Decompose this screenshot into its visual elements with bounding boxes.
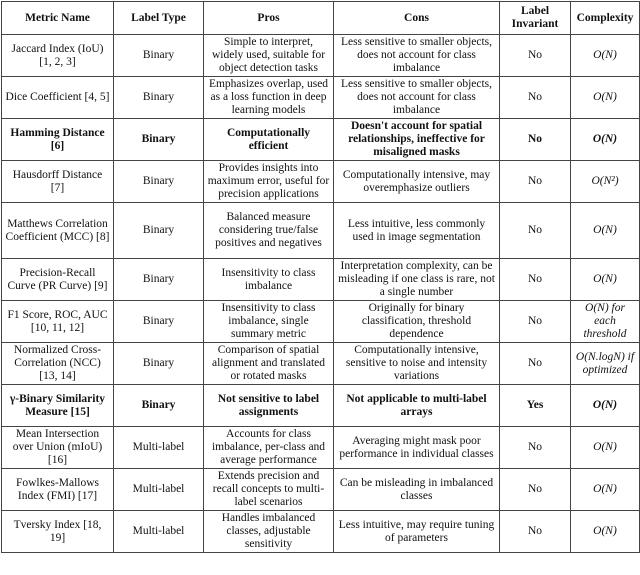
complexity-cell: O(N): [571, 77, 640, 119]
label-type-cell: Binary: [114, 119, 204, 161]
header-pros: Pros: [204, 2, 334, 35]
cons-cell: Computationally intensive, may overemphasize outliers: [334, 161, 500, 203]
header-row: [2, 2, 640, 35]
label-invariant-cell: No: [500, 77, 571, 119]
metric-name-cell: Hausdorff Distance [7]: [2, 161, 114, 203]
metrics-comparison-table: [1, 1, 640, 553]
cons-cell: Doesn't account for spatial relationships, ineffective for misaligned masks: [334, 119, 500, 161]
table-row: [2, 343, 640, 385]
pros-cell: Balanced measure considering true/false positives and negatives: [204, 203, 334, 259]
label-invariant-cell: No: [500, 203, 571, 259]
label-invariant-cell: No: [500, 343, 571, 385]
cons-cell: Averaging might mask poor performance in individual classes: [334, 427, 500, 469]
metric-name-cell: Mean Intersection over Union (mIoU) [16]: [2, 427, 114, 469]
metric-name-cell: Precision-Recall Curve (PR Curve) [9]: [2, 259, 114, 301]
metrics-table-container: [1, 1, 639, 553]
label-invariant-cell: No: [500, 427, 571, 469]
label-invariant-cell: No: [500, 35, 571, 77]
pros-cell: Accounts for class imbalance, per-class and average performance: [204, 427, 334, 469]
cons-cell: Less sensitive to smaller objects, does not account for class imbalance: [334, 77, 500, 119]
pros-cell: Not sensitive to label assignments: [204, 385, 334, 427]
pros-cell: Handles imbalanced classes, adjustable sensitivity: [204, 511, 334, 553]
label-type-cell: Multi-label: [114, 469, 204, 511]
metric-name-cell: Dice Coefficient [4, 5]: [2, 77, 114, 119]
complexity-cell: O(N): [571, 511, 640, 553]
table-body: [2, 35, 640, 553]
table-row: [2, 77, 640, 119]
table-row: [2, 469, 640, 511]
label-type-cell: Multi-label: [114, 511, 204, 553]
metric-name-cell: Tversky Index [18, 19]: [2, 511, 114, 553]
header-complexity: Complexity: [571, 2, 640, 35]
complexity-cell: O(N): [571, 35, 640, 77]
table-row: [2, 161, 640, 203]
pros-cell: Emphasizes overlap, used as a loss function in deep learning models: [204, 77, 334, 119]
table-row: [2, 35, 640, 77]
header-label-invariant: Label Invariant: [500, 2, 571, 35]
table-row: [2, 385, 640, 427]
header-label-type: Label Type: [114, 2, 204, 35]
complexity-cell: O(N) for each threshold: [571, 301, 640, 343]
table-row: [2, 511, 640, 553]
metric-name-cell: γ-Binary Similarity Measure [15]: [2, 385, 114, 427]
cons-cell: Less intuitive, less commonly used in image segmentation: [334, 203, 500, 259]
cons-cell: Interpretation complexity, can be misleading if one class is rare, not a single number: [334, 259, 500, 301]
label-type-cell: Binary: [114, 203, 204, 259]
pros-cell: Insensitivity to class imbalance, single summary metric: [204, 301, 334, 343]
metric-name-cell: Normalized Cross-Correlation (NCC) [13, 14]: [2, 343, 114, 385]
label-type-cell: Binary: [114, 343, 204, 385]
label-invariant-cell: No: [500, 469, 571, 511]
complexity-cell: O(N): [571, 119, 640, 161]
table-row: [2, 203, 640, 259]
complexity-cell: O(N): [571, 385, 640, 427]
cons-cell: Originally for binary classification, threshold dependence: [334, 301, 500, 343]
label-type-cell: Binary: [114, 77, 204, 119]
complexity-cell: O(N): [571, 427, 640, 469]
header-cons: Cons: [334, 2, 500, 35]
label-type-cell: Binary: [114, 35, 204, 77]
label-type-cell: Binary: [114, 161, 204, 203]
metric-name-cell: Matthews Correlation Coefficient (MCC) [8]: [2, 203, 114, 259]
label-invariant-cell: No: [500, 119, 571, 161]
label-invariant-cell: No: [500, 511, 571, 553]
metric-name-cell: Hamming Distance [6]: [2, 119, 114, 161]
label-invariant-cell: Yes: [500, 385, 571, 427]
label-invariant-cell: No: [500, 259, 571, 301]
label-type-cell: Binary: [114, 301, 204, 343]
complexity-cell: O(N): [571, 469, 640, 511]
cons-cell: Not applicable to multi-label arrays: [334, 385, 500, 427]
cons-cell: Less intuitive, may require tuning of parameters: [334, 511, 500, 553]
table-row: [2, 259, 640, 301]
pros-cell: Insensitivity to class imbalance: [204, 259, 334, 301]
metric-name-cell: Jaccard Index (IoU) [1, 2, 3]: [2, 35, 114, 77]
complexity-cell: O(N²): [571, 161, 640, 203]
label-invariant-cell: No: [500, 161, 571, 203]
table-row: [2, 119, 640, 161]
complexity-cell: O(N.logN) if optimized: [571, 343, 640, 385]
label-invariant-cell: No: [500, 301, 571, 343]
header-metric-name: Metric Name: [2, 2, 114, 35]
pros-cell: Computationally efficient: [204, 119, 334, 161]
complexity-cell: O(N): [571, 259, 640, 301]
pros-cell: Extends precision and recall concepts to multi-label scenarios: [204, 469, 334, 511]
pros-cell: Simple to interpret, widely used, suitable for object detection tasks: [204, 35, 334, 77]
pros-cell: Comparison of spatial alignment and translated or rotated masks: [204, 343, 334, 385]
table-row: [2, 301, 640, 343]
label-type-cell: Binary: [114, 259, 204, 301]
metric-name-cell: F1 Score, ROC, AUC [10, 11, 12]: [2, 301, 114, 343]
pros-cell: Provides insights into maximum error, useful for precision applications: [204, 161, 334, 203]
table-row: [2, 427, 640, 469]
cons-cell: Less sensitive to smaller objects, does not account for class imbalance: [334, 35, 500, 77]
cons-cell: Can be misleading in imbalanced classes: [334, 469, 500, 511]
complexity-cell: O(N): [571, 203, 640, 259]
cons-cell: Computationally intensive, sensitive to noise and intensity variations: [334, 343, 500, 385]
metric-name-cell: Fowlkes-Mallows Index (FMI) [17]: [2, 469, 114, 511]
label-type-cell: Multi-label: [114, 427, 204, 469]
label-type-cell: Binary: [114, 385, 204, 427]
